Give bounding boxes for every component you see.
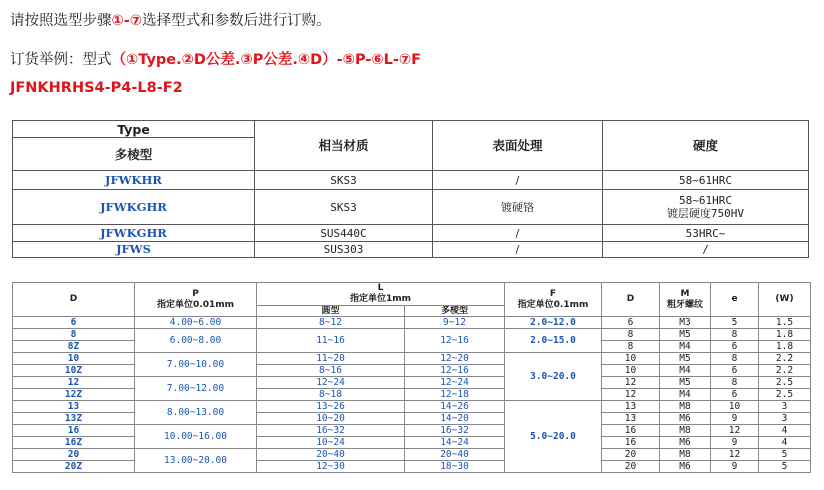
w-cell: 5 xyxy=(759,461,811,473)
example-code: JFNKHRHS4-P4-L8-F2 xyxy=(10,80,183,96)
d2-cell: 6 xyxy=(602,317,660,329)
l-poly-cell: 12~24 xyxy=(405,377,505,389)
coating-hardness-line: 镀层硬度750HV xyxy=(666,207,745,220)
p-range-cell: 7.00~10.00 xyxy=(135,353,257,377)
header-m-code: M xyxy=(680,288,690,299)
w-cell: 5 xyxy=(759,449,811,461)
e-cell: 9 xyxy=(711,413,759,425)
header-w: (W) xyxy=(759,283,811,317)
header-p-code: P xyxy=(192,288,199,299)
m-cell: M5 xyxy=(660,353,711,365)
e-cell: 9 xyxy=(711,461,759,473)
header-hardness: 硬度 xyxy=(603,121,809,171)
d-cell: 8 xyxy=(13,329,135,341)
d2-cell: 20 xyxy=(602,449,660,461)
l-round-cell: 8~12 xyxy=(257,317,405,329)
d-cell: 12 xyxy=(13,377,135,389)
e-cell: 8 xyxy=(711,353,759,365)
e-cell: 8 xyxy=(711,377,759,389)
header-material: 相当材质 xyxy=(255,121,433,171)
header-l-poly: 多棱型 xyxy=(405,306,505,317)
header-d: D xyxy=(13,283,135,317)
e-cell: 8 xyxy=(711,329,759,341)
d2-cell: 8 xyxy=(602,341,660,353)
header-f xyxy=(505,283,602,317)
p-range-cell: 8.00~13.00 xyxy=(135,401,257,425)
hardness-cell: 53HRC~ xyxy=(603,225,809,242)
l-poly-cell: 14~20 xyxy=(405,413,505,425)
material-cell: SUS440C xyxy=(255,225,433,242)
e-cell: 10 xyxy=(711,401,759,413)
hardness-cell: 58~61HRC xyxy=(603,171,809,190)
e-cell: 6 xyxy=(711,389,759,401)
surface-cell: / xyxy=(433,242,603,258)
l-round-cell: 20~40 xyxy=(257,449,405,461)
d-cell: 6 xyxy=(13,317,135,329)
l-poly-cell: 14~24 xyxy=(405,437,505,449)
d-cell: 12Z xyxy=(13,389,135,401)
l-round-cell: 12~24 xyxy=(257,377,405,389)
material-cell: SKS3 xyxy=(255,171,433,190)
d2-cell: 8 xyxy=(602,329,660,341)
type-cell: JFWKGHR xyxy=(13,225,255,242)
instruction-text: 请按照选型步骤 xyxy=(10,13,112,29)
e-cell: 12 xyxy=(711,449,759,461)
l-round-cell: 12~30 xyxy=(257,461,405,473)
m-cell: M8 xyxy=(660,425,711,437)
p-range-cell: 6.00~8.00 xyxy=(135,329,257,353)
instruction-line xyxy=(10,9,331,30)
d2-cell: 12 xyxy=(602,377,660,389)
type-cell: JFWKHR xyxy=(13,171,255,190)
w-cell: 2.2 xyxy=(759,365,811,377)
e-cell: 6 xyxy=(711,365,759,377)
header-type-sub: 多棱型 xyxy=(13,138,255,171)
d2-cell: 16 xyxy=(602,437,660,449)
material-table xyxy=(12,120,809,258)
e-cell: 5 xyxy=(711,317,759,329)
type-cell: JFWS xyxy=(13,242,255,258)
w-cell: 4 xyxy=(759,425,811,437)
header-surface: 表面处理 xyxy=(433,121,603,171)
l-round-cell: 8~16 xyxy=(257,365,405,377)
w-cell: 3 xyxy=(759,413,811,425)
header-d2: D xyxy=(602,283,660,317)
m-cell: M3 xyxy=(660,317,711,329)
type-cell: JFWKGHR xyxy=(13,190,255,225)
order-example-format: （①Type.②D公差.③P公差.④D）-⑤P-⑥L-⑦F xyxy=(111,52,422,68)
m-cell: M6 xyxy=(660,437,711,449)
surface-cell: / xyxy=(433,171,603,190)
header-f-desc: 指定单位0.1mm xyxy=(517,299,589,310)
p-range-cell: 13.00~20.00 xyxy=(135,449,257,473)
hardness-cell xyxy=(603,190,809,225)
l-poly-cell: 20~40 xyxy=(405,449,505,461)
header-m xyxy=(660,283,711,317)
m-cell: M5 xyxy=(660,377,711,389)
header-l-desc: 指定单位1mm xyxy=(349,294,412,304)
f-range-cell: 3.0~20.0 xyxy=(505,353,602,401)
m-cell: M4 xyxy=(660,365,711,377)
d-cell: 13Z xyxy=(13,413,135,425)
l-round-cell: 10~24 xyxy=(257,437,405,449)
d-cell: 13 xyxy=(13,401,135,413)
d-cell: 16Z xyxy=(13,437,135,449)
l-poly-cell: 12~18 xyxy=(405,389,505,401)
e-cell: 12 xyxy=(711,425,759,437)
l-poly-cell: 14~26 xyxy=(405,401,505,413)
spec-table xyxy=(12,282,811,473)
l-round-cell: 11~16 xyxy=(257,329,405,353)
p-range-cell: 10.00~16.00 xyxy=(135,425,257,449)
m-cell: M6 xyxy=(660,413,711,425)
m-cell: M4 xyxy=(660,341,711,353)
d-cell: 8Z xyxy=(13,341,135,353)
w-cell: 2.5 xyxy=(759,377,811,389)
m-cell: M8 xyxy=(660,449,711,461)
l-poly-cell: 9~12 xyxy=(405,317,505,329)
material-cell: SUS303 xyxy=(255,242,433,258)
w-cell: 4 xyxy=(759,437,811,449)
l-poly-cell: 16~32 xyxy=(405,425,505,437)
m-cell: M4 xyxy=(660,389,711,401)
e-cell: 6 xyxy=(711,341,759,353)
d-cell: 10Z xyxy=(13,365,135,377)
f-range-cell: 2.0~15.0 xyxy=(505,329,602,353)
hardness-line: 58~61HRC xyxy=(679,194,732,207)
l-round-cell: 8~18 xyxy=(257,389,405,401)
surface-cell: / xyxy=(433,225,603,242)
d-cell: 20 xyxy=(13,449,135,461)
p-range-cell: 4.00~6.00 xyxy=(135,317,257,329)
d2-cell: 20 xyxy=(602,461,660,473)
hardness-cell: / xyxy=(603,242,809,258)
d-cell: 16 xyxy=(13,425,135,437)
header-l-code: L xyxy=(377,283,384,293)
step-range: ①-⑦ xyxy=(111,13,143,29)
order-example-line xyxy=(10,48,421,69)
m-cell: M5 xyxy=(660,329,711,341)
p-range-cell: 7.00~12.00 xyxy=(135,377,257,401)
l-poly-cell: 12~20 xyxy=(405,353,505,365)
d-cell: 10 xyxy=(13,353,135,365)
d2-cell: 13 xyxy=(602,413,660,425)
w-cell: 2.2 xyxy=(759,353,811,365)
l-poly-cell: 18~30 xyxy=(405,461,505,473)
header-e: e xyxy=(711,283,759,317)
w-cell: 1.8 xyxy=(759,329,811,341)
l-poly-cell: 12~16 xyxy=(405,329,505,353)
l-round-cell: 10~20 xyxy=(257,413,405,425)
order-example-label: 订货举例：型式 xyxy=(10,52,112,68)
header-m-desc: 粗牙螺纹 xyxy=(666,299,703,310)
w-cell: 3 xyxy=(759,401,811,413)
header-type: Type xyxy=(13,121,255,138)
d2-cell: 16 xyxy=(602,425,660,437)
m-cell: M6 xyxy=(660,461,711,473)
material-cell: SKS3 xyxy=(255,190,433,225)
surface-cell: 镀硬铬 xyxy=(433,190,603,225)
header-l-round: 圆型 xyxy=(257,306,405,317)
l-round-cell: 13~26 xyxy=(257,401,405,413)
header-p xyxy=(135,283,257,317)
d2-cell: 10 xyxy=(602,353,660,365)
d2-cell: 12 xyxy=(602,389,660,401)
m-cell: M8 xyxy=(660,401,711,413)
w-cell: 1.5 xyxy=(759,317,811,329)
f-range-cell: 2.0~12.0 xyxy=(505,317,602,329)
d2-cell: 13 xyxy=(602,401,660,413)
l-round-cell: 16~32 xyxy=(257,425,405,437)
header-f-code: F xyxy=(549,288,557,299)
instruction-text-end: 选择型式和参数后进行订购。 xyxy=(142,13,331,29)
w-cell: 2.5 xyxy=(759,389,811,401)
header-l xyxy=(257,283,505,306)
e-cell: 9 xyxy=(711,437,759,449)
l-round-cell: 11~20 xyxy=(257,353,405,365)
d2-cell: 10 xyxy=(602,365,660,377)
header-p-desc: 指定单位0.01mm xyxy=(157,299,234,310)
f-range-cell: 5.0~20.0 xyxy=(505,401,602,473)
w-cell: 1.8 xyxy=(759,341,811,353)
l-poly-cell: 12~16 xyxy=(405,365,505,377)
d-cell: 20Z xyxy=(13,461,135,473)
